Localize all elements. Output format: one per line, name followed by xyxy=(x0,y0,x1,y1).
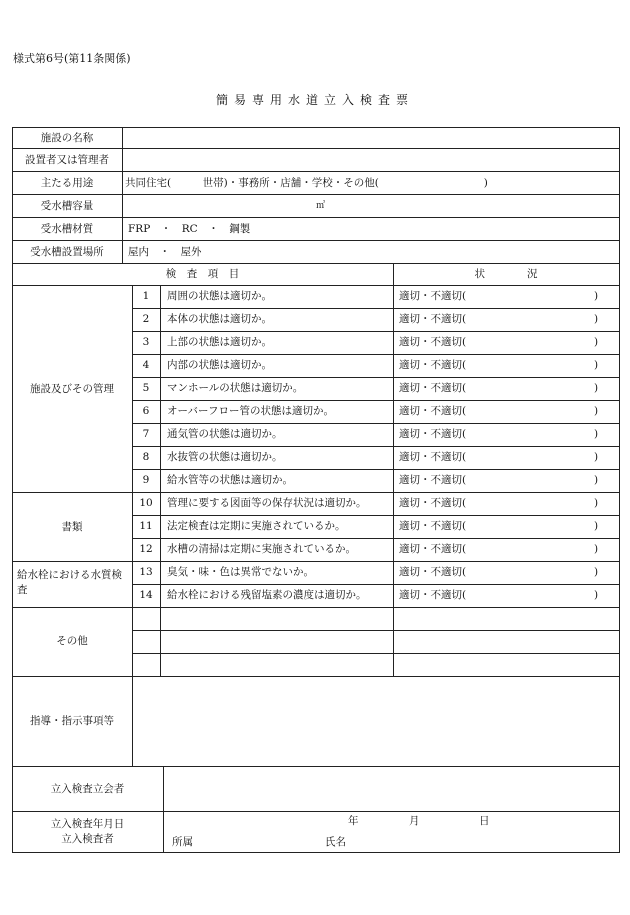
inspection-form-table xyxy=(12,127,620,852)
item-question: 通気管の状態は適切か。 xyxy=(167,428,283,440)
form-title: 簡易専用水道立入検査票 xyxy=(215,93,414,107)
item-status-close: ) xyxy=(594,520,599,532)
main-use-value[interactable]: 共同住宅( 世帯)・事務所・店舗・学校・その他( ) xyxy=(125,177,488,189)
tank-material-value[interactable]: FRP ・ RC ・ 鋼製 xyxy=(128,223,251,235)
inspector-label: 立入検査者 xyxy=(61,833,114,845)
month-label: 月 xyxy=(409,815,420,827)
item-question: 水抜管の状態は適切か。 xyxy=(167,451,283,463)
item-status-choice[interactable]: 適切・不適切( xyxy=(399,589,467,601)
item-number: 13 xyxy=(139,566,153,578)
item-status-close: ) xyxy=(594,359,599,371)
item-status-close: ) xyxy=(594,497,599,509)
item-number: 10 xyxy=(139,497,153,509)
item-status-choice[interactable]: 適切・不適切( xyxy=(399,359,467,371)
item-question: 臭気・味・色は異常でないか。 xyxy=(167,566,314,578)
inspection-item-header: 検 査 項 目 xyxy=(165,268,240,280)
owner-label: 設置者又は管理者 xyxy=(25,154,109,166)
inspector-name-label: 氏名 xyxy=(325,836,346,848)
main-use-label: 主たる用途 xyxy=(40,177,94,189)
item-question: 周囲の状態は適切か。 xyxy=(167,290,272,302)
inspection-date-label: 立入検査年月日 xyxy=(50,818,125,830)
item-number: 6 xyxy=(142,405,150,417)
item-question: 法定検査は定期に実施されているか。 xyxy=(167,520,346,532)
item-number: 5 xyxy=(142,382,150,394)
item-question: マンホールの状態は適切か。 xyxy=(167,382,304,394)
group-documents: 書類 xyxy=(61,521,83,533)
item-number: 11 xyxy=(139,520,153,532)
tank-material-label: 受水槽材質 xyxy=(40,223,94,235)
item-question: 内部の状態は適切か。 xyxy=(167,359,272,371)
item-status-choice[interactable]: 適切・不適切( xyxy=(399,405,467,417)
guidance-label: 指導・指示事項等 xyxy=(30,715,114,727)
affiliation-label: 所属 xyxy=(172,836,193,848)
item-question: 給水管等の状態は適切か。 xyxy=(167,474,293,486)
item-number: 2 xyxy=(142,313,150,325)
item-status-close: ) xyxy=(594,405,599,417)
item-number: 7 xyxy=(142,428,150,440)
item-question: 管理に要する図面等の保存状況は適切か。 xyxy=(167,497,367,509)
group-facility-management: 施設及びその管理 xyxy=(30,383,114,395)
item-number: 14 xyxy=(139,589,153,601)
item-status-choice[interactable]: 適切・不適切( xyxy=(399,474,467,486)
tank-location-label: 受水槽設置場所 xyxy=(30,246,104,258)
status-header: 状 況 xyxy=(474,268,538,280)
item-status-choice[interactable]: 適切・不適切( xyxy=(399,497,467,509)
item-question: 給水栓における残留塩素の濃度は適切か。 xyxy=(167,589,367,601)
day-label: 日 xyxy=(479,815,490,827)
tank-location-value[interactable]: 屋内 ・ 屋外 xyxy=(128,246,202,258)
item-status-choice[interactable]: 適切・不適切( xyxy=(399,566,467,578)
witness-label: 立入検査立会者 xyxy=(50,783,125,795)
item-status-choice[interactable]: 適切・不適切( xyxy=(399,336,467,348)
item-status-close: ) xyxy=(594,336,599,348)
item-question: 上部の状態は適切か。 xyxy=(167,336,272,348)
item-question: 水槽の清掃は定期に実施されているか。 xyxy=(167,543,356,555)
year-label: 年 xyxy=(348,815,359,827)
item-status-choice[interactable]: 適切・不適切( xyxy=(399,428,467,440)
item-status-choice[interactable]: 適切・不適切( xyxy=(399,290,467,302)
item-status-choice[interactable]: 適切・不適切( xyxy=(399,543,467,555)
item-status-close: ) xyxy=(594,290,599,302)
item-status-close: ) xyxy=(594,566,599,578)
item-number: 1 xyxy=(142,290,150,302)
tank-capacity-label: 受水槽容量 xyxy=(40,200,94,212)
item-question: オーバーフロー管の状態は適切か。 xyxy=(167,405,334,417)
item-number: 4 xyxy=(142,359,150,371)
item-number: 12 xyxy=(139,543,153,555)
item-status-close: ) xyxy=(594,474,599,486)
item-status-choice[interactable]: 適切・不適切( xyxy=(399,313,467,325)
item-status-choice[interactable]: 適切・不適切( xyxy=(399,520,467,532)
item-number: 9 xyxy=(142,474,150,486)
item-status-choice[interactable]: 適切・不適切( xyxy=(399,451,467,463)
item-status-close: ) xyxy=(594,382,599,394)
group-water-quality: 給水栓における水質検査 xyxy=(17,569,122,596)
facility-name-label: 施設の名称 xyxy=(40,132,94,144)
item-status-close: ) xyxy=(594,543,599,555)
item-number: 3 xyxy=(142,336,150,348)
item-status-close: ) xyxy=(594,428,599,440)
item-number: 8 xyxy=(142,451,150,463)
item-status-close: ) xyxy=(594,313,599,325)
form-number: 様式第6号(第11条関係) xyxy=(13,52,131,65)
group-other: その他 xyxy=(56,635,88,647)
item-status-choice[interactable]: 適切・不適切( xyxy=(399,382,467,394)
item-question: 本体の状態は適切か。 xyxy=(167,313,272,325)
item-status-close: ) xyxy=(594,589,599,601)
item-status-close: ) xyxy=(594,451,599,463)
tank-capacity-unit[interactable]: ㎥ xyxy=(316,201,326,211)
